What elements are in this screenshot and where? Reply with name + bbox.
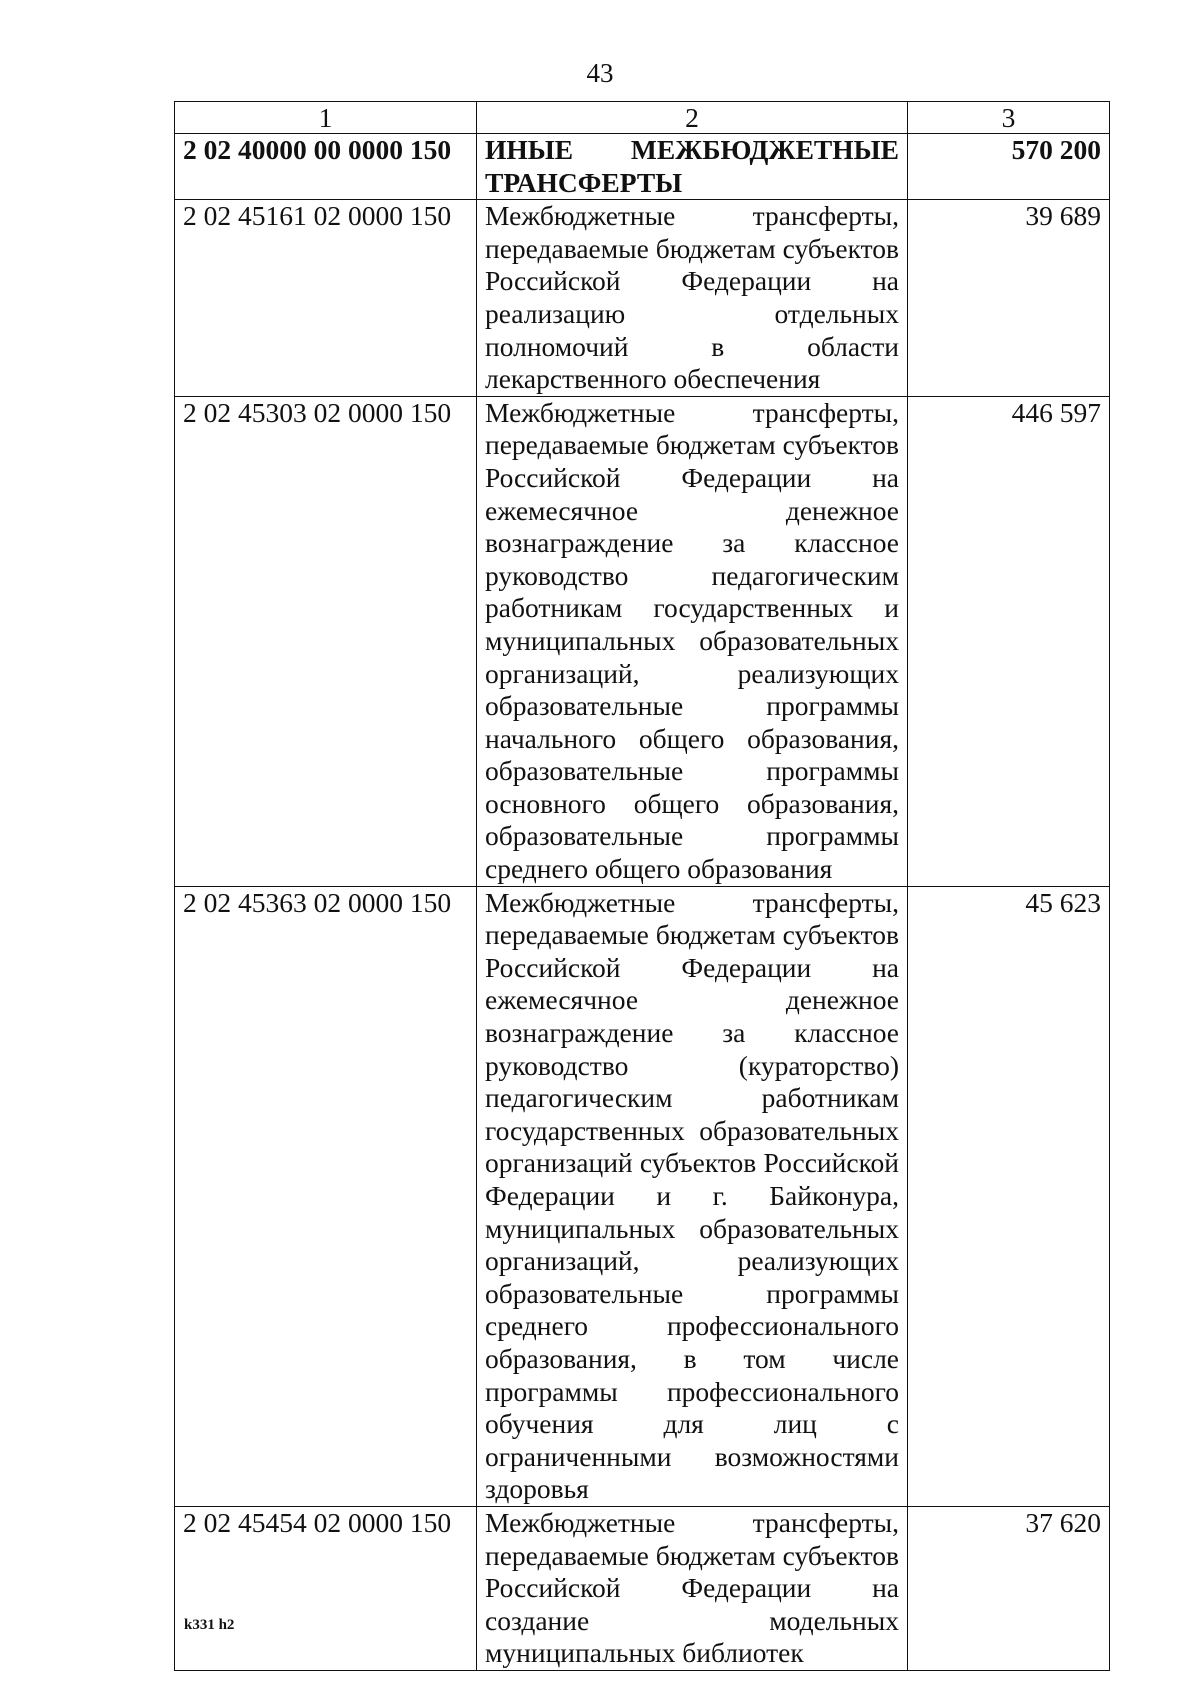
budget-amount: 45 623 xyxy=(908,886,1110,1506)
budget-item-name: Межбюджетные трансферты, передаваемые бюджетам субъектов Российской Федерации на ежемесячное денежное вознаграждение за классное руководство педагогическим работникам государственных и муниципальных образовательных организаций, реализующих образовательные программы начального общего образования, образовательные программы основного общего образования, образовательные программы среднего общего образования xyxy=(477,396,908,886)
budget-code: 2 02 45363 02 0000 150 xyxy=(175,886,477,1506)
table-row xyxy=(175,1506,1110,1670)
budget-amount: 446 597 xyxy=(908,396,1110,886)
budget-code: 2 02 45303 02 0000 150 xyxy=(175,396,477,886)
column-header-2: 2 xyxy=(477,102,908,134)
column-header-3: 3 xyxy=(908,102,1110,134)
budget-amount: 39 689 xyxy=(908,200,1110,397)
budget-amount: 570 200 xyxy=(908,134,1110,200)
budget-amount: 37 620 xyxy=(908,1506,1110,1670)
table-row xyxy=(175,396,1110,886)
page-number: 43 xyxy=(586,58,614,88)
table-row xyxy=(175,886,1110,1506)
table-row xyxy=(175,134,1110,200)
budget-item-name: Межбюджетные трансферты, передаваемые бюджетам субъектов Российской Федерации на реализацию отдельных полномочий в области лекарственного обеспечения xyxy=(477,200,908,397)
budget-code: 2 02 40000 00 0000 150 xyxy=(175,134,477,200)
document-footer-code: k331 h2 xyxy=(184,1617,235,1633)
budget-code: 2 02 45161 02 0000 150 xyxy=(175,200,477,397)
table-row xyxy=(175,200,1110,397)
budget-item-name: Межбюджетные трансферты, передаваемые бюджетам субъектов Российской Федерации на создание модельных муниципальных библиотек xyxy=(477,1506,908,1670)
column-header-1: 1 xyxy=(175,102,477,134)
budget-code: 2 02 45454 02 0000 150 xyxy=(175,1506,477,1670)
budget-table xyxy=(174,101,1110,1671)
budget-item-name: Межбюджетные трансферты, передаваемые бюджетам субъектов Российской Федерации на ежемесячное денежное вознаграждение за классное руководство (кураторство) педагогическим работникам государственных образовательных организаций субъектов Российской Федерации и г. Байконура, муниципальных образовательных организаций, реализующих образовательные программы среднего профессионального образования, в том числе программы профессионального обучения для лиц с ограниченными возможностями здоровья xyxy=(477,886,908,1506)
table-header-row xyxy=(175,102,1110,134)
budget-item-name: ИНЫЕ МЕЖБЮДЖЕТНЫЕ ТРАНСФЕРТЫ xyxy=(477,134,908,200)
